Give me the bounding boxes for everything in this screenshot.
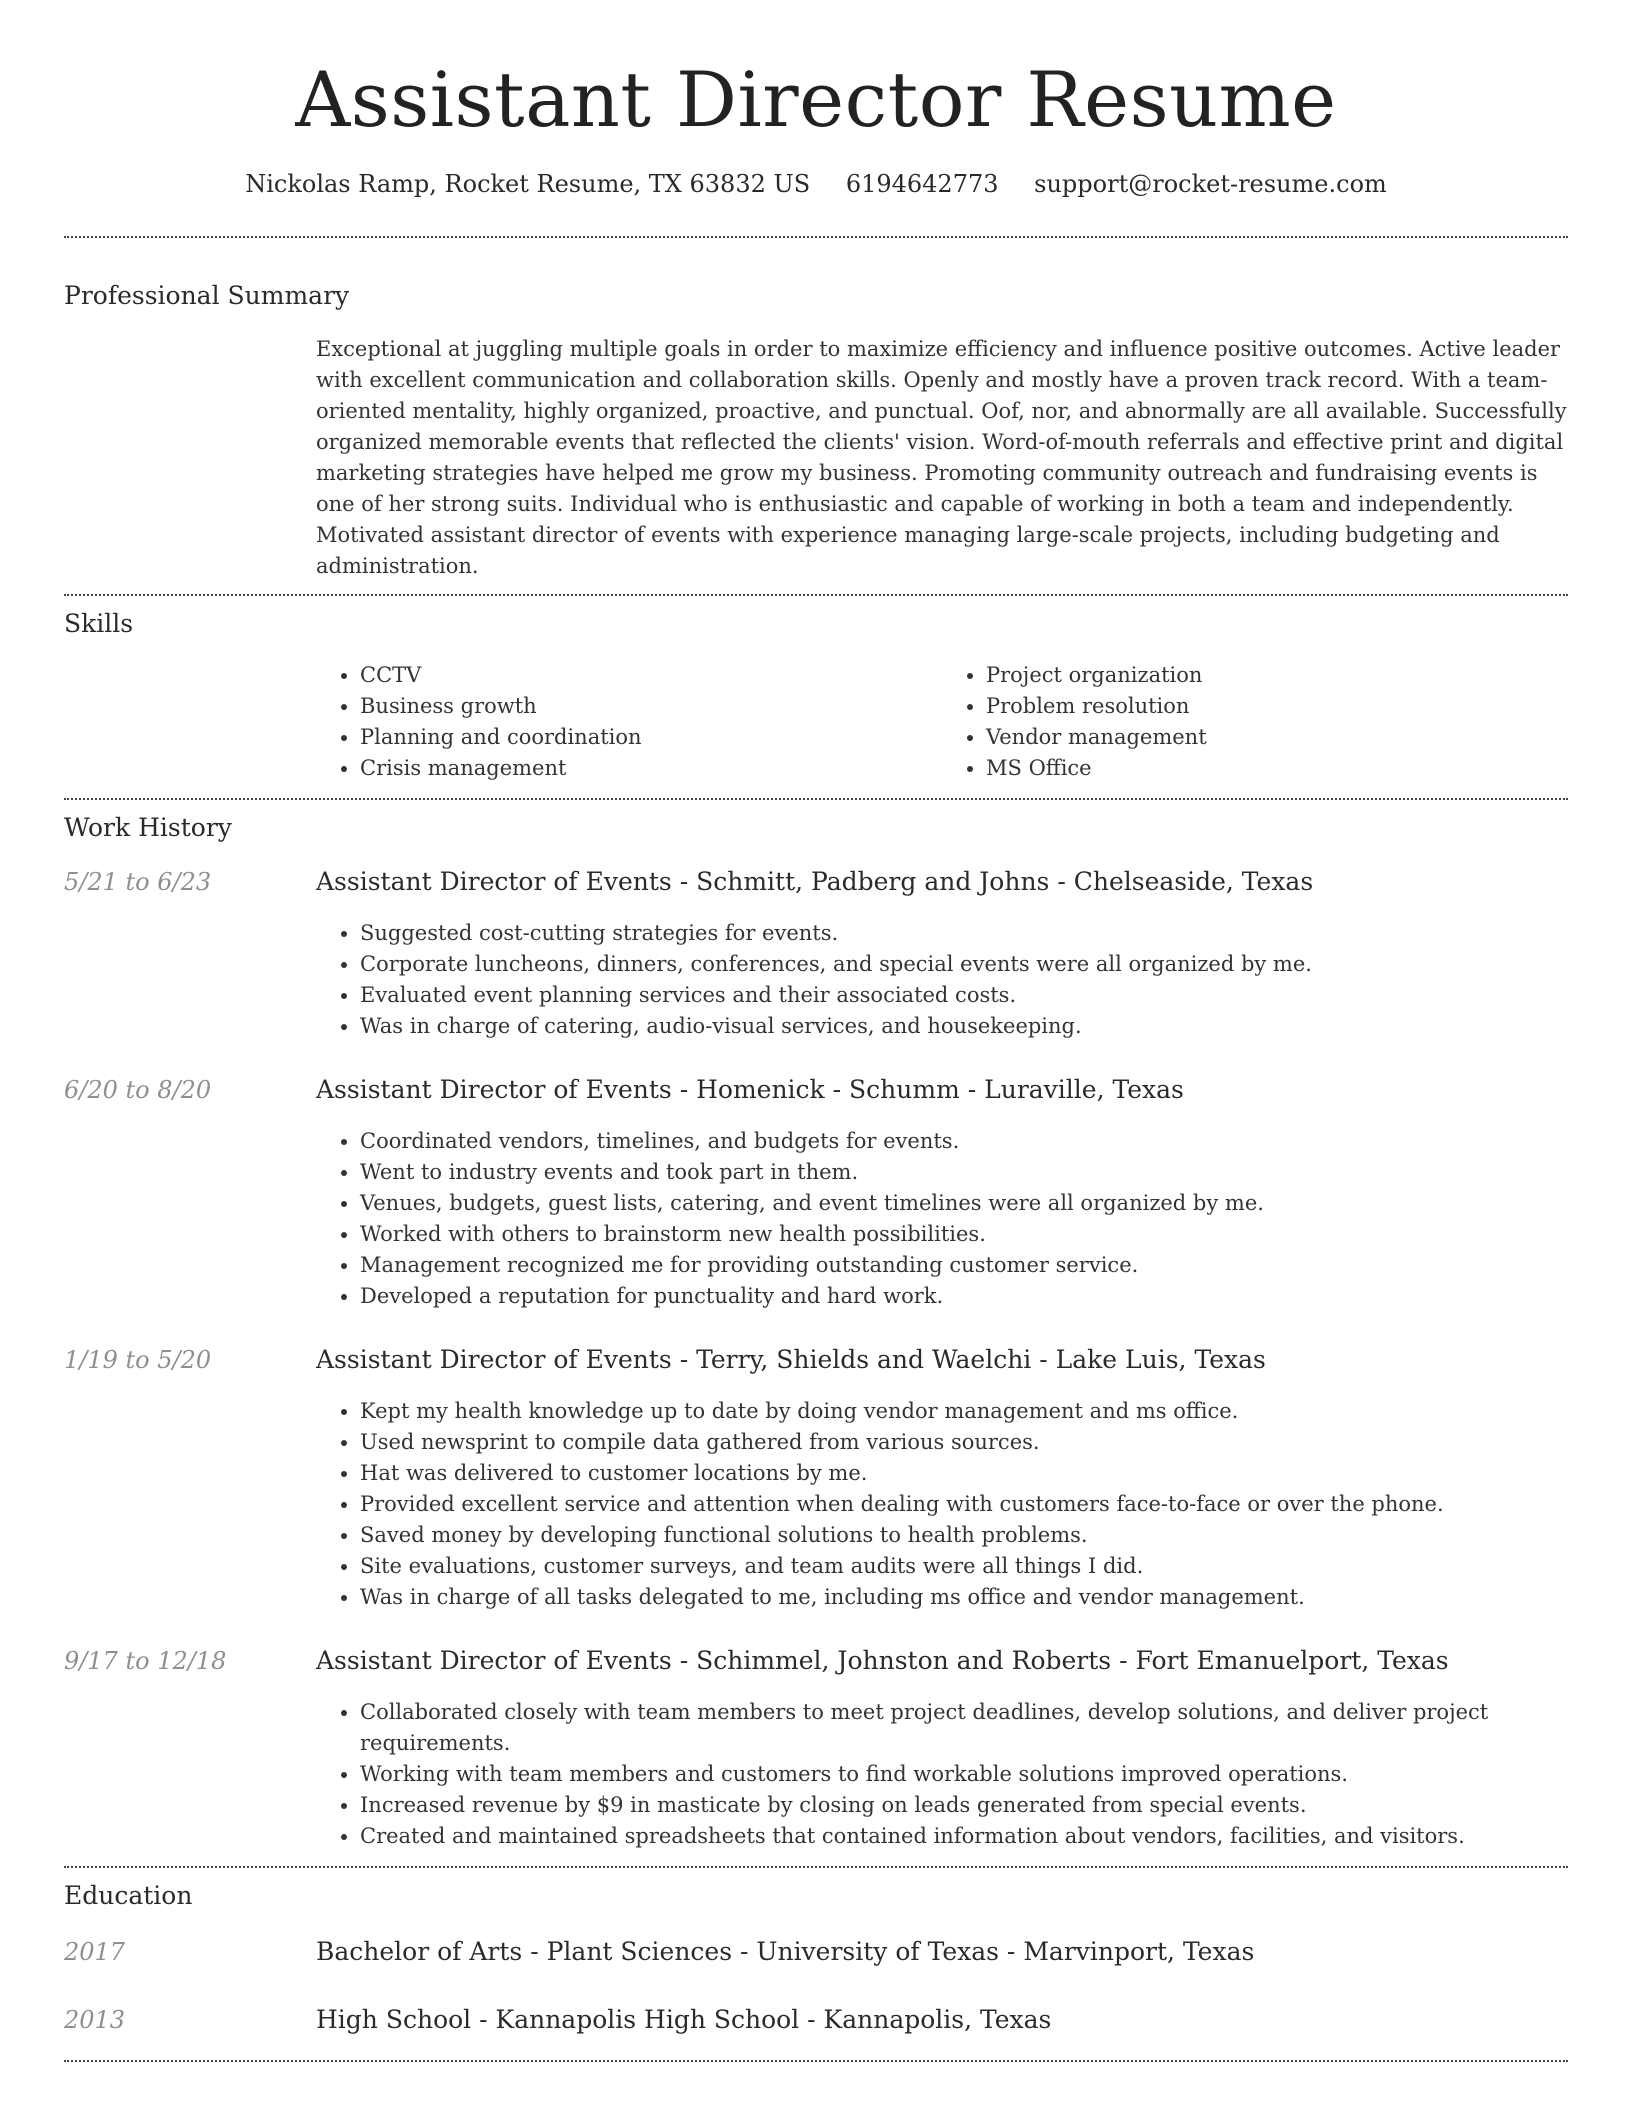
job-dates: 5/21 to 6/23 — [64, 868, 212, 896]
job-bullet: • Coordinated vendors, timelines, and budgets for events. — [360, 1126, 1568, 1157]
education-section — [64, 1868, 1568, 2038]
job-bullet: • Kept my health knowledge up to date by doing vendor management and ms office. — [360, 1396, 1568, 1427]
skill-item: • Problem resolution — [986, 691, 1568, 722]
skill-item: • Planning and coordination — [360, 722, 942, 753]
job-entry — [64, 1643, 1568, 1852]
section-heading-summary: Professional Summary — [64, 281, 350, 310]
education-year: 2017 — [64, 1938, 126, 1966]
job-bullet: • Evaluated event planning services and their associated costs. — [360, 980, 1568, 1011]
job-bullet: • Hat was delivered to customer locations by me. — [360, 1458, 1568, 1489]
job-dates: 9/17 to 12/18 — [64, 1647, 227, 1675]
job-bullet: • Worked with others to brainstorm new health possibilities. — [360, 1219, 1568, 1250]
job-bullet: • Used newsprint to compile data gathered from various sources. — [360, 1427, 1568, 1458]
skills-grid — [316, 660, 1568, 784]
job-bullet: • Management recognized me for providing outstanding customer service. — [360, 1250, 1568, 1281]
job-bullets — [64, 1126, 1568, 1312]
job-bullet: • Venues, budgets, guest lists, catering, and event timelines were all organized by me. — [360, 1188, 1568, 1219]
job-title: Assistant Director of Events - Homenick - Schumm - Luraville, Texas — [316, 1075, 1184, 1104]
professional-summary-section — [64, 238, 1568, 582]
job-entry — [64, 1072, 1568, 1312]
section-heading-education: Education — [64, 1881, 193, 1910]
resume-page — [64, 0, 1568, 2062]
work-history-section — [64, 800, 1568, 1852]
section-heading-skills: Skills — [64, 609, 134, 638]
job-bullet: • Working with team members and customers to find workable solutions improved operations. — [360, 1759, 1568, 1790]
skill-item: • Project organization — [986, 660, 1568, 691]
summary-text: Exceptional at juggling multiple goals in order to maximize efficiency and influence positive outcomes. Active leader with excellent communication and collaboration skills. Openly and mostly have a proven track record. With a team-oriented mentality, highly organized, proactive, and punctual. Oof, nor, and abnormally are all available. Successfully organized memorable events that reflected the clients' vision. Word-of-mouth referrals and effective print and digital marketing strategies have helped me grow my business. Promoting community outreach and fundraising events is one of her strong suits. Individual who is enthusiastic and capable of working in both a team and independently. Motivated assistant director of events with experience managing large-scale projects, including budgeting and administration. — [316, 337, 1567, 578]
contact-email[interactable]: support@rocket-resume.com — [1034, 170, 1387, 198]
skill-item: • CCTV — [360, 660, 942, 691]
job-title: Assistant Director of Events - Terry, Shields and Waelchi - Lake Luis, Texas — [316, 1345, 1266, 1374]
job-title: Assistant Director of Events - Schmitt, Padberg and Johns - Chelseaside, Texas — [316, 867, 1314, 896]
job-bullet: • Site evaluations, customer surveys, and team audits were all things I did. — [360, 1551, 1568, 1582]
skill-item: • Crisis management — [360, 753, 942, 784]
job-bullet: • Suggested cost-cutting strategies for events. — [360, 918, 1568, 949]
job-bullet: • Saved money by developing functional solutions to health problems. — [360, 1520, 1568, 1551]
job-dates: 6/20 to 8/20 — [64, 1076, 212, 1104]
job-bullet: • Developed a reputation for punctuality and hard work. — [360, 1281, 1568, 1312]
divider — [64, 2060, 1568, 2062]
skills-section — [64, 596, 1568, 784]
job-entry — [64, 1342, 1568, 1613]
contact-address: Nickolas Ramp, Rocket Resume, TX 63832 US — [245, 170, 811, 198]
education-entry — [64, 2002, 1568, 2038]
job-bullet: • Went to industry events and took part in them. — [360, 1157, 1568, 1188]
skill-item: • MS Office — [986, 753, 1568, 784]
job-bullet: • Created and maintained spreadsheets that contained information about vendors, facilities, and visitors. — [360, 1821, 1568, 1852]
job-dates: 1/19 to 5/20 — [64, 1346, 212, 1374]
job-bullets — [64, 1697, 1568, 1852]
contact-phone[interactable]: 6194642773 — [845, 170, 999, 198]
education-entry — [64, 1934, 1568, 1970]
section-heading-work: Work History — [64, 813, 232, 842]
skills-list-right — [942, 660, 1568, 784]
job-bullet: • Increased revenue by $9 in masticate by closing on leads generated from special events. — [360, 1790, 1568, 1821]
job-bullet: • Was in charge of all tasks delegated to me, including ms office and vendor management. — [360, 1582, 1568, 1613]
contact-line — [64, 168, 1568, 200]
skill-item: • Business growth — [360, 691, 942, 722]
job-bullet: • Collaborated closely with team members to meet project deadlines, develop solutions, and deliver project requirements. — [360, 1697, 1568, 1759]
education-year: 2013 — [64, 2006, 126, 2034]
education-title: High School - Kannapolis High School - Kannapolis, Texas — [316, 2005, 1052, 2034]
job-bullet: • Provided excellent service and attention when dealing with customers face-to-face or over the phone. — [360, 1489, 1568, 1520]
page-title: Assistant Director Resume — [295, 55, 1337, 144]
job-bullets — [64, 918, 1568, 1042]
job-bullet: • Was in charge of catering, audio-visual services, and housekeeping. — [360, 1011, 1568, 1042]
education-title: Bachelor of Arts - Plant Sciences - University of Texas - Marvinport, Texas — [316, 1937, 1255, 1966]
job-bullets — [64, 1396, 1568, 1613]
job-bullet: • Corporate luncheons, dinners, conferences, and special events were all organized by me. — [360, 949, 1568, 980]
job-title: Assistant Director of Events - Schimmel, Johnston and Roberts - Fort Emanuelport, Texas — [316, 1646, 1449, 1675]
job-entry — [64, 864, 1568, 1042]
skills-list-left — [316, 660, 942, 784]
skill-item: • Vendor management — [986, 722, 1568, 753]
